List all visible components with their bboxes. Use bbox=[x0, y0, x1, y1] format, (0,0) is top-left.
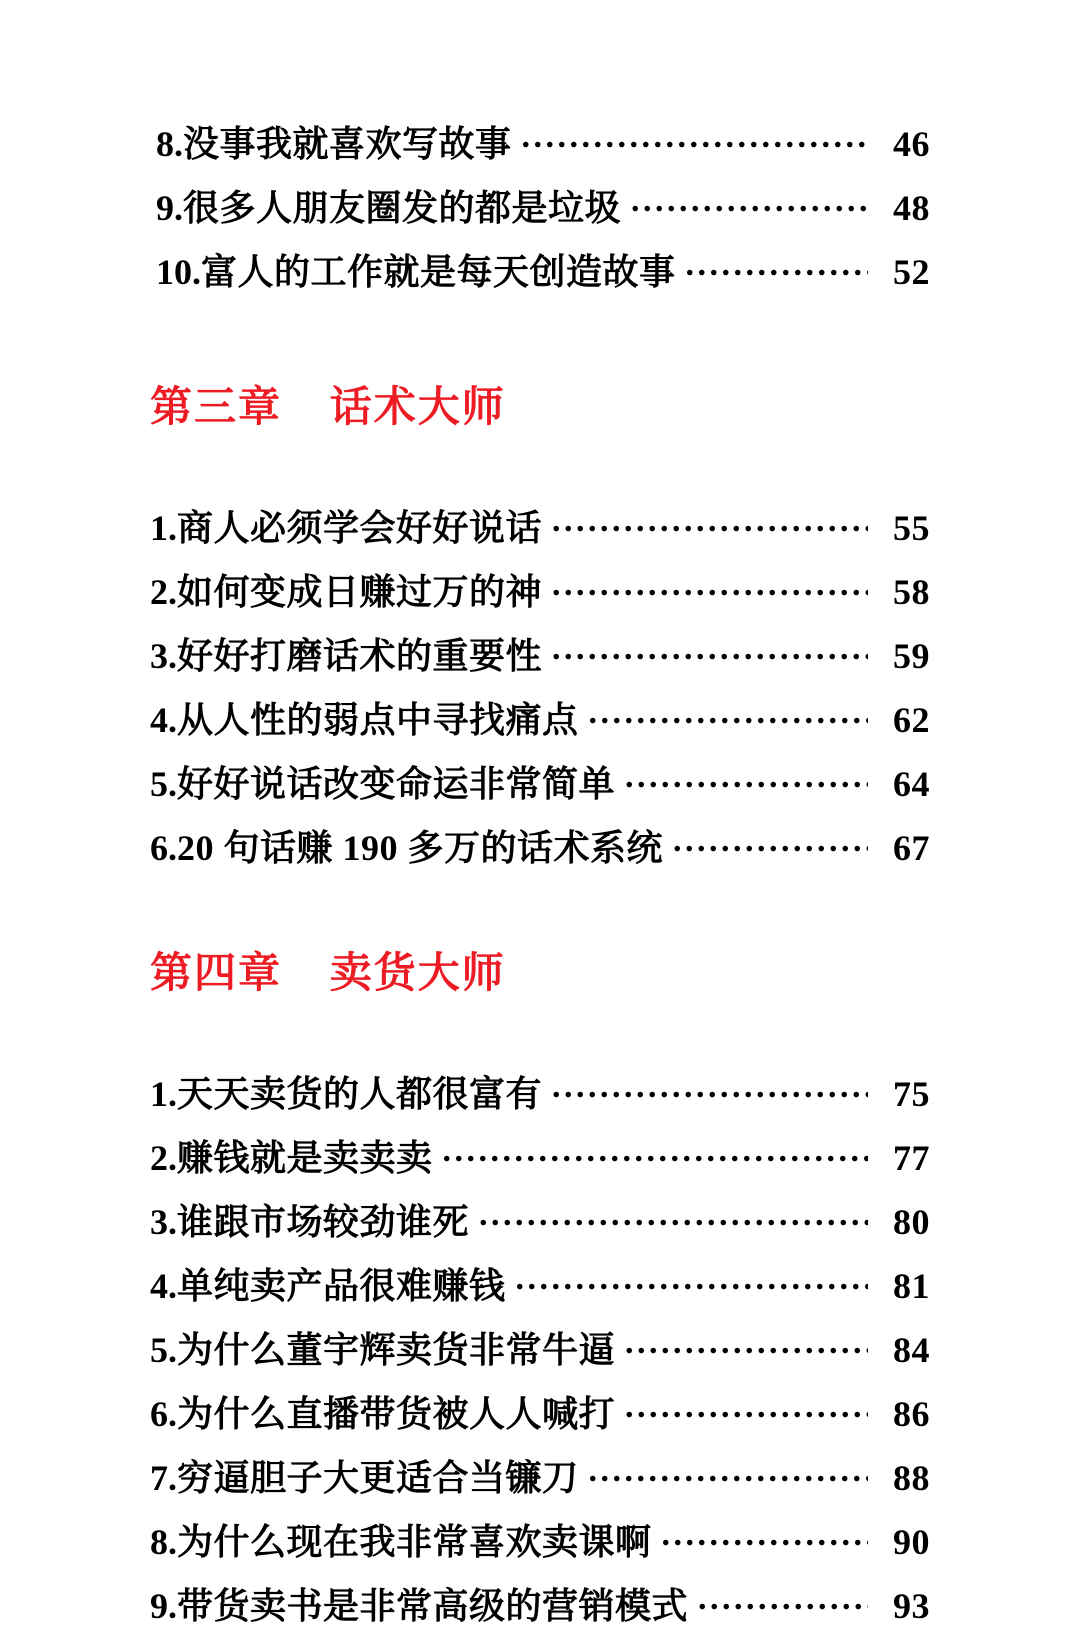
chapter-heading-four[interactable] bbox=[150, 940, 930, 1000]
dot-leader bbox=[698, 1582, 868, 1618]
toc-entry[interactable] bbox=[150, 632, 930, 674]
dot-leader bbox=[443, 1134, 868, 1170]
dot-leader bbox=[625, 1390, 868, 1426]
toc-entry[interactable] bbox=[150, 1518, 930, 1560]
entry-title: 好好说话改变命运非常简单 bbox=[177, 764, 616, 804]
entry-number: 9. bbox=[150, 1586, 177, 1626]
entry-page-number: 81 bbox=[893, 1266, 930, 1306]
dot-leader bbox=[625, 760, 868, 796]
entry-number: 3. bbox=[150, 636, 177, 676]
entry-page-number: 88 bbox=[893, 1458, 930, 1498]
dot-leader bbox=[552, 1070, 868, 1106]
toc-list bbox=[150, 504, 930, 866]
toc-list bbox=[150, 1070, 930, 1624]
entry-page-number: 84 bbox=[893, 1330, 930, 1370]
dot-leader bbox=[516, 1262, 868, 1298]
entry-title: 没事我就喜欢写故事 bbox=[183, 124, 512, 164]
entry-number: 7. bbox=[150, 1458, 177, 1498]
entry-title: 从人性的弱点中寻找痛点 bbox=[177, 700, 579, 740]
entry-number: 5. bbox=[150, 1330, 177, 1370]
entry-page-number: 80 bbox=[893, 1202, 930, 1242]
entry-title: 天天卖货的人都很富有 bbox=[177, 1074, 543, 1114]
entry-title: 赚钱就是卖卖卖 bbox=[177, 1138, 433, 1178]
entry-page-number: 67 bbox=[893, 828, 930, 868]
entry-page-number: 46 bbox=[893, 124, 930, 164]
entry-number: 6. bbox=[150, 828, 177, 868]
dot-leader bbox=[673, 824, 868, 860]
entry-number: 6. bbox=[150, 1394, 177, 1434]
chapter-title: 卖货大师 bbox=[329, 949, 506, 996]
entry-page-number: 59 bbox=[893, 636, 930, 676]
toc-entry[interactable] bbox=[150, 696, 930, 738]
entry-page-number: 86 bbox=[893, 1394, 930, 1434]
dot-leader bbox=[625, 1326, 868, 1362]
toc-entry[interactable] bbox=[150, 1582, 930, 1624]
chapter-label: 第三章 bbox=[150, 383, 283, 430]
entry-title: 谁跟市场较劲谁死 bbox=[177, 1202, 470, 1242]
entry-number: 8. bbox=[156, 124, 183, 164]
toc-section-chapter-four bbox=[150, 1070, 930, 1624]
toc-entry[interactable] bbox=[150, 1198, 930, 1240]
entry-title: 带货卖书是非常高级的营销模式 bbox=[177, 1586, 689, 1626]
dot-leader bbox=[552, 568, 868, 604]
dot-leader bbox=[552, 504, 868, 540]
toc-entry[interactable] bbox=[150, 824, 930, 866]
dot-leader bbox=[589, 1454, 868, 1490]
entry-title: 商人必须学会好好说话 bbox=[177, 508, 543, 548]
dot-leader bbox=[552, 632, 868, 668]
entry-number: 4. bbox=[150, 700, 177, 740]
entry-page-number: 58 bbox=[893, 572, 930, 612]
toc-entry[interactable] bbox=[150, 1070, 930, 1112]
entry-number: 3. bbox=[150, 1202, 177, 1242]
entry-title: 为什么直播带货被人人喊打 bbox=[177, 1394, 616, 1434]
entry-page-number: 77 bbox=[893, 1138, 930, 1178]
toc-entry[interactable] bbox=[150, 1454, 930, 1496]
dot-leader bbox=[631, 184, 868, 220]
toc-section-chapter-three bbox=[150, 504, 930, 866]
toc-list bbox=[150, 120, 930, 290]
dot-leader bbox=[479, 1198, 868, 1234]
toc-entry[interactable] bbox=[150, 120, 930, 162]
entry-title: 为什么董宇辉卖货非常牛逼 bbox=[177, 1330, 616, 1370]
entry-title: 20 句话赚 190 多万的话术系统 bbox=[177, 828, 664, 868]
toc-entry[interactable] bbox=[150, 1326, 930, 1368]
toc-entry[interactable] bbox=[150, 760, 930, 802]
entry-title: 单纯卖产品很难赚钱 bbox=[177, 1266, 506, 1306]
dot-leader bbox=[686, 248, 868, 284]
dot-leader bbox=[522, 120, 868, 156]
toc-section-chapter-two-continued bbox=[150, 120, 930, 290]
dot-leader bbox=[662, 1518, 868, 1554]
entry-page-number: 62 bbox=[893, 700, 930, 740]
entry-title: 穷逼胆子大更适合当镰刀 bbox=[177, 1458, 579, 1498]
entry-page-number: 48 bbox=[893, 188, 930, 228]
toc-entry[interactable] bbox=[150, 568, 930, 610]
entry-title: 为什么现在我非常喜欢卖课啊 bbox=[177, 1522, 652, 1562]
entry-page-number: 55 bbox=[893, 508, 930, 548]
toc-entry[interactable] bbox=[150, 504, 930, 546]
toc-entry[interactable] bbox=[150, 1134, 930, 1176]
entry-number: 1. bbox=[150, 508, 177, 548]
chapter-title: 话术大师 bbox=[329, 383, 506, 430]
entry-page-number: 75 bbox=[893, 1074, 930, 1114]
entry-page-number: 52 bbox=[893, 252, 930, 292]
entry-number: 9. bbox=[156, 188, 183, 228]
entry-page-number: 93 bbox=[893, 1586, 930, 1626]
toc-entry[interactable] bbox=[150, 184, 930, 226]
chapter-heading-three[interactable] bbox=[150, 374, 930, 434]
entry-number: 4. bbox=[150, 1266, 177, 1306]
entry-title: 富人的工作就是每天创造故事 bbox=[201, 252, 676, 292]
entry-number: 2. bbox=[150, 572, 177, 612]
entry-title: 很多人朋友圈发的都是垃圾 bbox=[183, 188, 622, 228]
entry-number: 1. bbox=[150, 1074, 177, 1114]
entry-page-number: 90 bbox=[893, 1522, 930, 1562]
entry-number: 2. bbox=[150, 1138, 177, 1178]
entry-page-number: 64 bbox=[893, 764, 930, 804]
entry-number: 5. bbox=[150, 764, 177, 804]
entry-number: 10. bbox=[156, 252, 201, 292]
entry-title: 好好打磨话术的重要性 bbox=[177, 636, 543, 676]
toc-entry[interactable] bbox=[150, 1390, 930, 1432]
toc-entry[interactable] bbox=[150, 248, 930, 290]
chapter-label: 第四章 bbox=[150, 949, 283, 996]
toc-entry[interactable] bbox=[150, 1262, 930, 1304]
entry-number: 8. bbox=[150, 1522, 177, 1562]
entry-title: 如何变成日赚过万的神 bbox=[177, 572, 543, 612]
dot-leader bbox=[589, 696, 868, 732]
